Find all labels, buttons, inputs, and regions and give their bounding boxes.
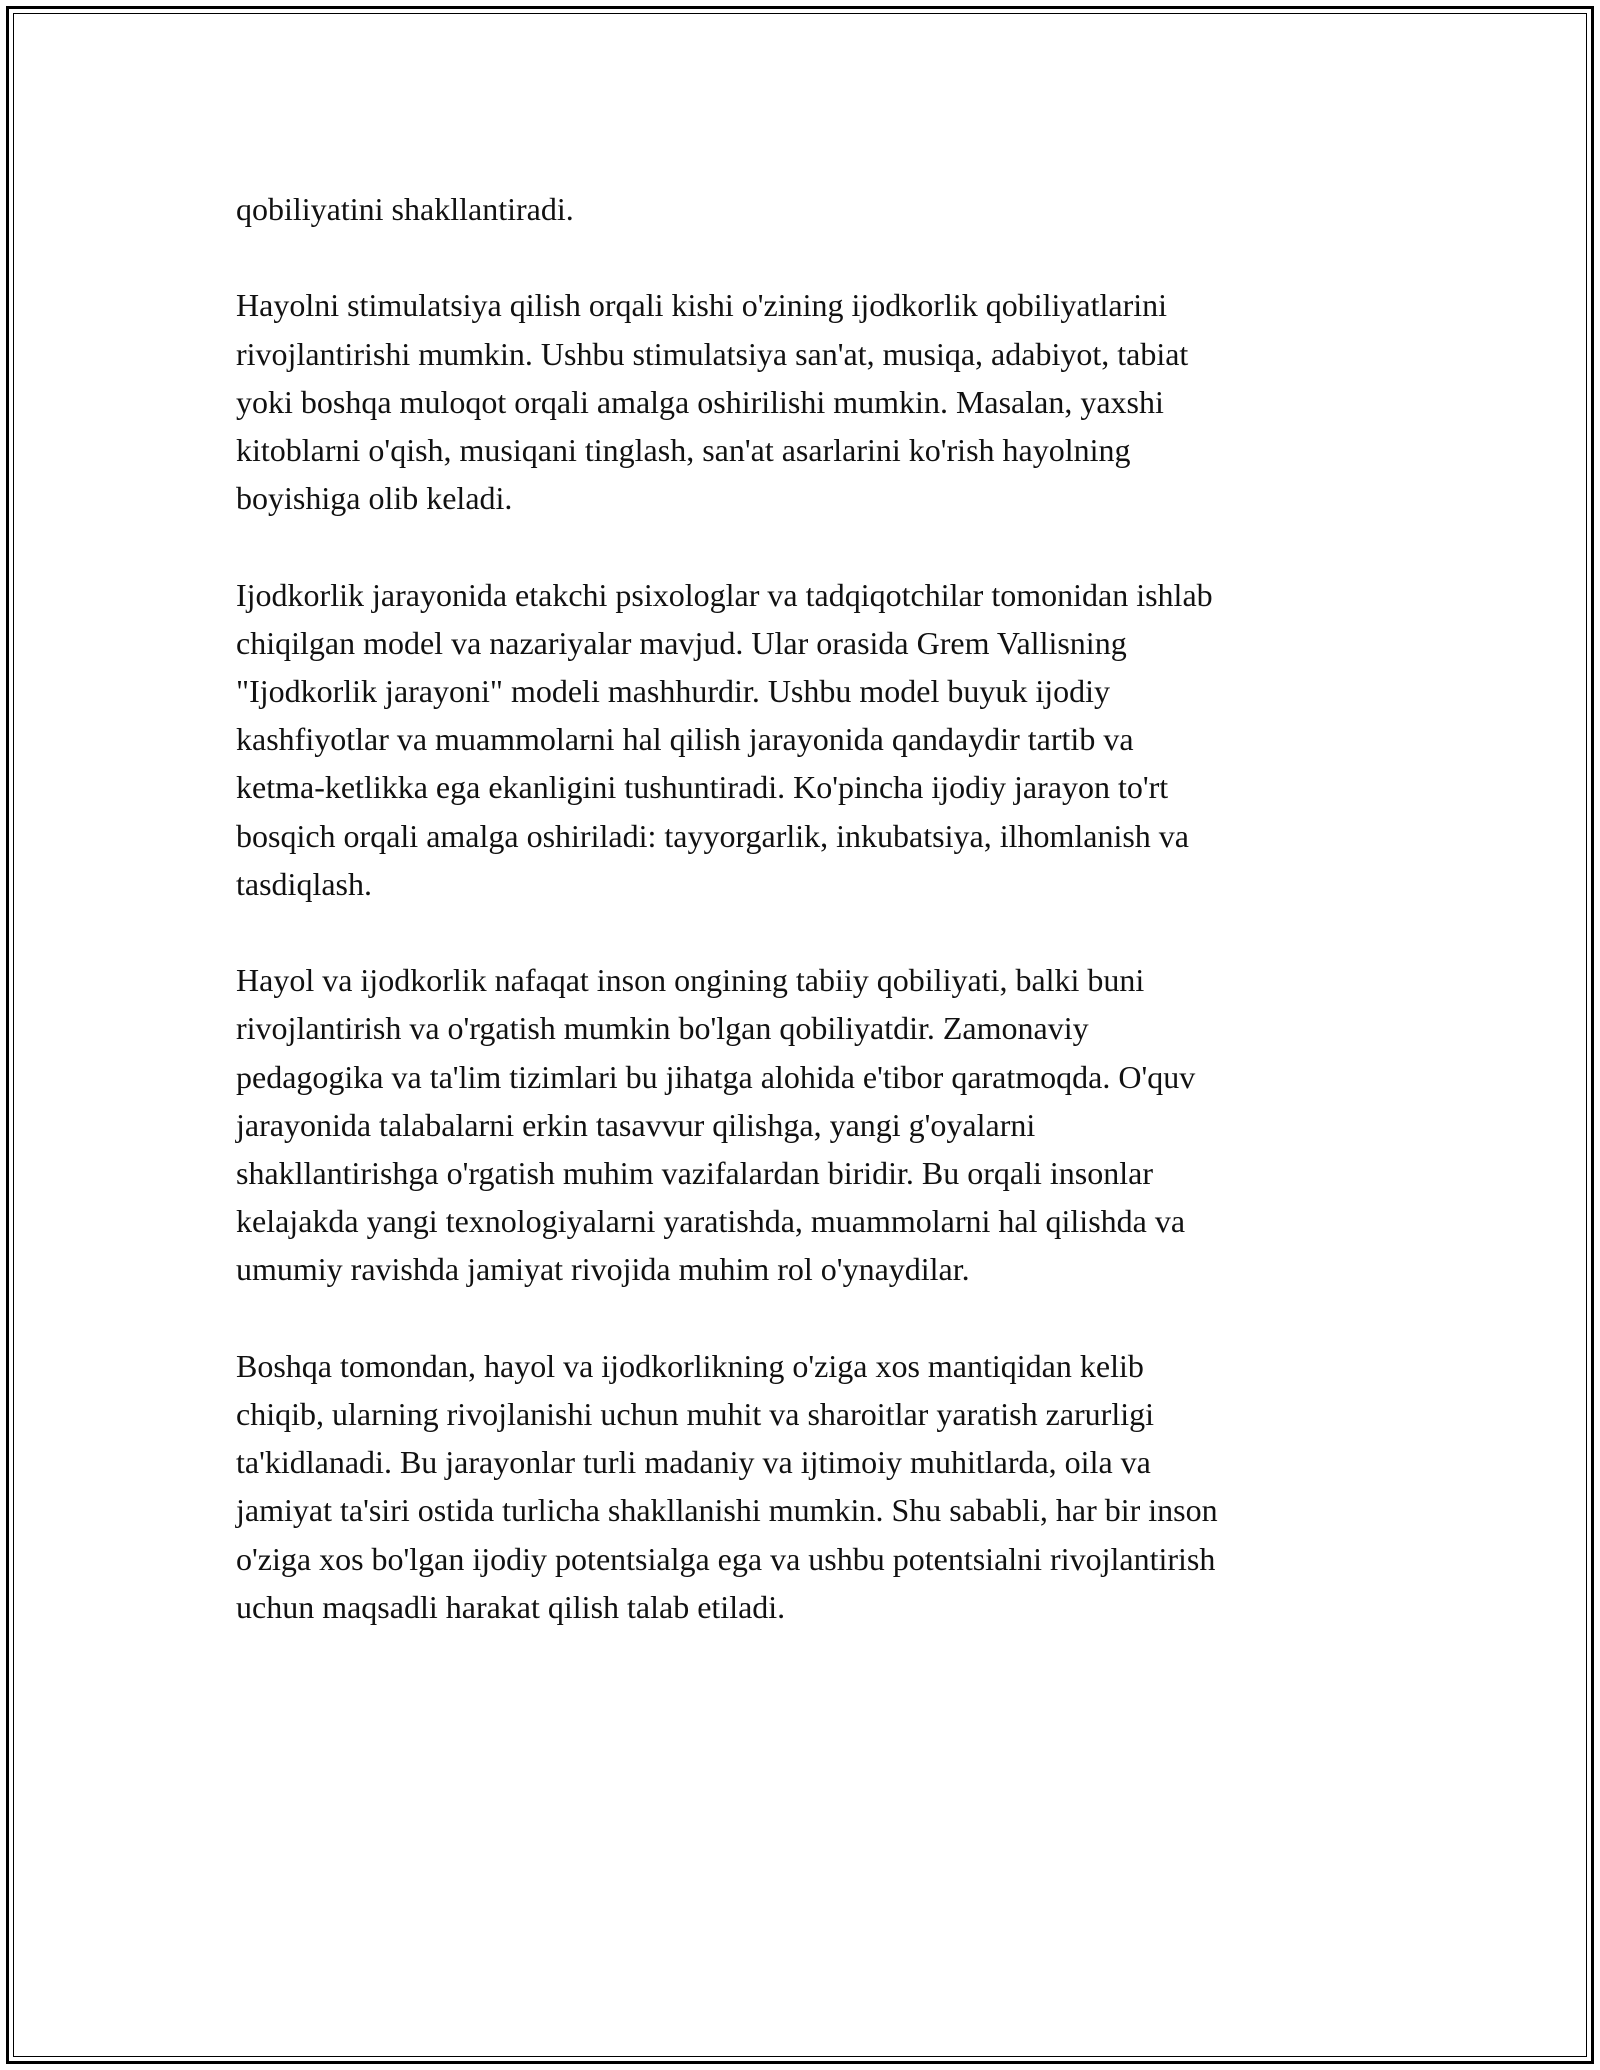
paragraph-5: Boshqa tomondan, hayol va ijodkorlikning o'ziga xos mantiqidan kelib chiqib, ularning rivojlanishi uchun muhit va sharoitlar yaratish zarurligi ta'kidlanadi. Bu jarayonlar turli madaniy va ijtimoiy muhitlarda, oila va jamiyat ta'siri ostida turlicha shakllanishi mumkin. Shu sababli, har bir inson o'ziga xos bo'lgan ijodiy potentsialga ega va ushbu potentsialni rivojlantirish uchun maqsadli harakat qilish talab etiladi. [236, 1347, 1218, 1625]
paragraph-1: qobiliyatini shakllantiradi. [236, 191, 574, 227]
paragraph-3: Ijodkorlik jarayonida etakchi psixologlar va tadqiqotchilar tomonidan ishlab chiqilgan model va nazariyalar mavjud. Ular orasida Grem Vallisning "Ijodkorlik jarayoni" modeli mashhurdir. Ushbu model buyuk ijodiy kashfiyotlar va muammolarni hal qilish jarayonida qandaydir tartib va ketma-ketlikka ega ekanligini tushuntiradi. Ko'pincha ijodiy jarayon to'rt bosqich orqali amalga oshiriladi: tayyorgarlik, inkubatsiya, ilhomlanish va tasdiqlash. [236, 576, 1213, 902]
paragraph-2: Hayolni stimulatsiya qilish orqali kishi o'zining ijodkorlik qobiliyatlarini rivojlantirishi mumkin. Ushbu stimulatsiya san'at, musiqa, adabiyot, tabiat yoki boshqa muloqot orqali amalga oshirilishi mumkin. Masalan, yaxshi kitoblarni o'qish, musiqani tinglash, san'at asarlarini ko'rish hayolning boyishiga olib keladi. [236, 287, 1189, 517]
document-body [236, 185, 1386, 1679]
paragraph-4: Hayol va ijodkorlik nafaqat inson ongining tabiiy qobiliyati, balki buni rivojlantirish va o'rgatish mumkin bo'lgan qobiliyatdir. Zamonaviy pedagogika va ta'lim tizimlari bu jihatga alohida e'tibor qaratmoqda. O'quv jarayonida talabalarni erkin tasavvur qilishga, yangi g'oyalarni shakllantirishga o'rgatish muhim vazifalardan biridir. Bu orqali insonlar kelajakda yangi texnologiyalarni yaratishda, muammolarni hal qilishda va umumiy ravishda jamiyat rivojida muhim rol o'ynaydilar. [236, 962, 1196, 1288]
